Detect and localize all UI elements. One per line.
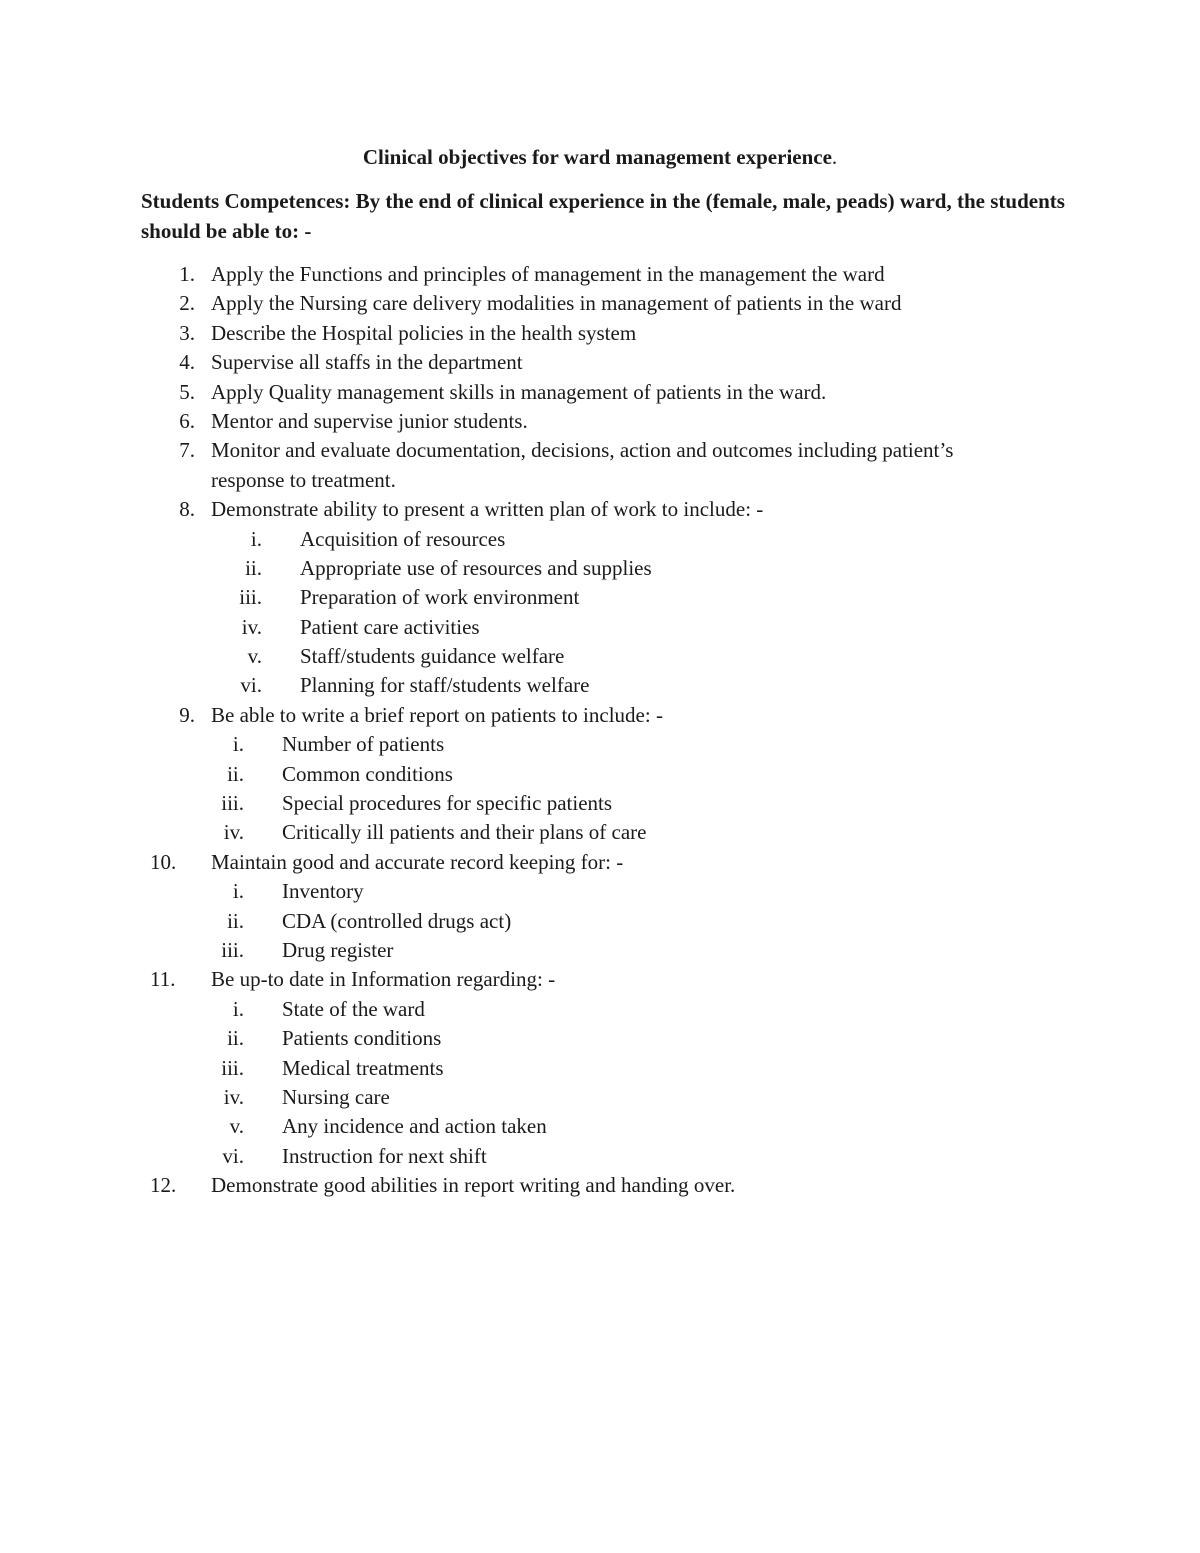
sub-item-number: ii. [227,761,244,786]
item-text: Be up-to date in Information regarding: - [211,967,556,992]
item-text: Apply Quality management skills in management of patients in the ward. [211,379,827,404]
sub-item-text: State of the ward [282,996,425,1021]
sub-item-number: iii. [221,791,244,816]
title-bold-text: Clinical objectives for ward management experience [362,145,832,169]
item-text: Mentor and supervise junior students. [211,408,528,433]
sub-list-item [0,525,1200,554]
sub-item-text: CDA (controlled drugs act) [282,908,512,933]
item-number: 8. [179,497,195,522]
sub-list-item [0,554,1200,583]
sub-item-number: iii. [239,585,262,610]
sub-item-number: iv. [223,820,244,845]
item-text: Demonstrate good abilities in report writing and handing over. [211,1173,736,1198]
sub-item-text: Patients conditions [282,1026,442,1051]
title-period: . [831,145,838,169]
item-number: 6. [179,408,195,433]
sub-list-item [0,1112,1200,1141]
sub-list-item [0,671,1200,700]
list-item [0,965,1200,994]
item-text: Monitor and evaluate documentation, decisions, action and outcomes including patient’s [211,438,954,463]
sub-list-item [0,760,1200,789]
item-number: 12. [150,1173,177,1198]
objectives-list [0,260,1200,1201]
item-number: 3. [179,320,195,345]
list-item [0,407,1200,436]
item-text: Be able to write a brief report on patients to include: - [211,702,663,727]
list-item [0,848,1200,877]
sub-item-text: Drug register [282,937,394,962]
sub-list-item [0,995,1200,1024]
item-number: 2. [179,291,195,316]
list-item [0,348,1200,377]
sub-item-number: iii. [221,937,244,962]
sub-item-number: ii. [227,908,244,933]
sub-list-item [0,1054,1200,1083]
item-text: Apply the Nursing care delivery modalities in management of patients in the ward [211,291,902,316]
sub-list-item [0,877,1200,906]
document-title [0,143,1200,171]
sub-item-number: ii. [227,1026,244,1051]
sub-item-text: Inventory [282,879,364,904]
sub-list-item [0,1024,1200,1053]
sub-item-number: iv. [241,614,262,639]
sub-item-text: Acquisition of resources [300,526,506,551]
list-item [0,260,1200,289]
sub-item-number: iv. [223,1084,244,1109]
sub-list-item [0,583,1200,612]
sub-item-number: ii. [245,555,262,580]
list-item [0,378,1200,407]
sub-item-text: Planning for staff/students welfare [300,673,590,698]
list-item-continuation [0,466,1200,495]
sub-item-number: i. [232,732,244,757]
item-text: Supervise all staffs in the department [211,350,523,375]
item-number: 5. [179,379,195,404]
sub-list-item [0,936,1200,965]
item-number: 4. [179,350,195,375]
item-text: Apply the Functions and principles of management in the management the ward [211,262,885,286]
item-text: Demonstrate ability to present a written plan of work to include: - [211,497,764,522]
sub-list-item [0,818,1200,847]
sub-item-number: vi. [222,1143,244,1168]
sub-list-item [0,789,1200,818]
sub-item-number: vi. [240,673,262,698]
sub-item-text: Appropriate use of resources and supplies [300,555,652,580]
sub-list-item [0,642,1200,671]
sub-item-number: i. [250,526,262,551]
sub-item-text: Number of patients [282,732,445,757]
sub-item-text: Preparation of work environment [300,585,580,610]
list-item [0,289,1200,318]
sub-item-number: i. [232,996,244,1021]
sub-list-item [0,1142,1200,1171]
sub-list-item [0,1083,1200,1112]
sub-item-text: Critically ill patients and their plans of care [282,820,647,845]
sub-item-text: Medical treatments [282,1055,444,1080]
item-text-continuation: response to treatment. [211,467,396,492]
sub-item-number: i. [232,879,244,904]
sub-item-number: v. [247,644,262,669]
competences-intro: Students Competences: By the end of clinical experience in the (female, male, peads) ward, the students should be able to: - [141,189,1065,243]
item-number: 7. [179,438,195,463]
sub-item-text: Special procedures for specific patients [282,791,613,816]
item-number: 10. [150,849,177,874]
list-item [0,1171,1200,1200]
sub-list-item [0,613,1200,642]
list-item [0,495,1200,524]
sub-item-number: iii. [221,1055,244,1080]
item-text: Describe the Hospital policies in the health system [211,320,637,345]
item-number: 1. [179,262,195,286]
sub-item-number: v. [229,1114,244,1139]
list-item [0,436,1200,465]
sub-list-item [0,907,1200,936]
item-number: 9. [179,702,195,727]
sub-item-text: Any incidence and action taken [282,1114,547,1139]
list-item [0,319,1200,348]
sub-item-text: Nursing care [282,1084,390,1109]
item-text: Maintain good and accurate record keeping for: - [211,849,624,874]
item-number: 11. [150,967,176,992]
sub-item-text: Patient care activities [300,614,480,639]
sub-item-text: Common conditions [282,761,453,786]
sub-item-text: Staff/students guidance welfare [300,644,565,669]
sub-item-text: Instruction for next shift [282,1143,487,1168]
sub-list-item [0,730,1200,759]
list-item [0,701,1200,730]
